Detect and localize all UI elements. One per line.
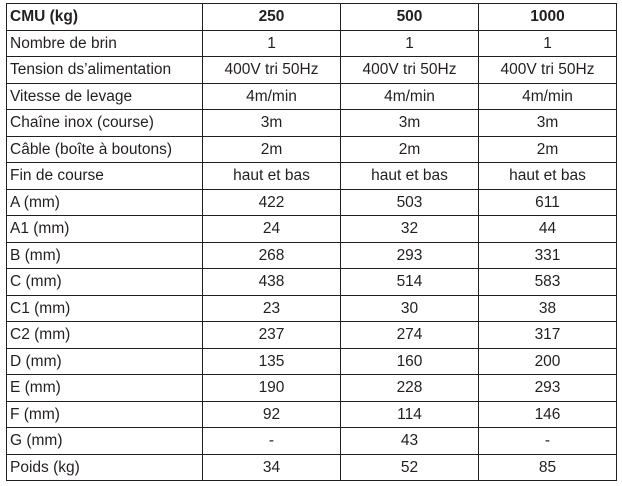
cell-value: 34 (203, 454, 341, 481)
header-cell-500: 500 (341, 4, 479, 31)
cell-value: 1 (479, 30, 617, 57)
cell-value: haut et bas (341, 163, 479, 190)
cell-value: 237 (203, 322, 341, 349)
cell-value: 3m (479, 110, 617, 137)
row-label: E (mm) (7, 375, 203, 402)
table-header-row (7, 4, 617, 31)
cell-value: 114 (341, 401, 479, 428)
row-label: A1 (mm) (7, 216, 203, 243)
specifications-table (6, 3, 617, 481)
cell-value: 293 (341, 242, 479, 269)
table-row (7, 269, 617, 296)
cell-value: 2m (203, 136, 341, 163)
cell-value: 400V tri 50Hz (203, 57, 341, 84)
row-label: Câble (boîte à boutons) (7, 136, 203, 163)
cell-value: 4m/min (341, 83, 479, 110)
table-row (7, 136, 617, 163)
table-row (7, 110, 617, 137)
cell-value: - (479, 428, 617, 455)
table-row (7, 295, 617, 322)
cell-value: 146 (479, 401, 617, 428)
table-row (7, 163, 617, 190)
table-row (7, 30, 617, 57)
row-label: Vitesse de levage (7, 83, 203, 110)
table-row (7, 428, 617, 455)
row-label: Poids (kg) (7, 454, 203, 481)
header-cell-1000: 1000 (479, 4, 617, 31)
cell-value: 268 (203, 242, 341, 269)
table-body (7, 30, 617, 481)
cell-value: 200 (479, 348, 617, 375)
row-label: F (mm) (7, 401, 203, 428)
row-label: C (mm) (7, 269, 203, 296)
row-label: D (mm) (7, 348, 203, 375)
row-label: Fin de course (7, 163, 203, 190)
cell-value: 85 (479, 454, 617, 481)
cell-value: 400V tri 50Hz (479, 57, 617, 84)
cell-value: 38 (479, 295, 617, 322)
row-label: Nombre de brin (7, 30, 203, 57)
cell-value: 3m (203, 110, 341, 137)
cell-value: 2m (341, 136, 479, 163)
cell-value: 43 (341, 428, 479, 455)
cell-value: haut et bas (203, 163, 341, 190)
cell-value: 32 (341, 216, 479, 243)
table-row (7, 401, 617, 428)
cell-value: 422 (203, 189, 341, 216)
table-row (7, 375, 617, 402)
row-label: G (mm) (7, 428, 203, 455)
row-label: A (mm) (7, 189, 203, 216)
cell-value: 317 (479, 322, 617, 349)
cell-value: 400V tri 50Hz (341, 57, 479, 84)
cell-value: 135 (203, 348, 341, 375)
row-label: C1 (mm) (7, 295, 203, 322)
row-label: C2 (mm) (7, 322, 203, 349)
cell-value: 30 (341, 295, 479, 322)
table-row (7, 83, 617, 110)
cell-value: - (203, 428, 341, 455)
cell-value: 503 (341, 189, 479, 216)
cell-value: 3m (341, 110, 479, 137)
cell-value: 1 (203, 30, 341, 57)
cell-value: 23 (203, 295, 341, 322)
header-cell-cmu: CMU (kg) (7, 4, 203, 31)
cell-value: 160 (341, 348, 479, 375)
table-row (7, 57, 617, 84)
row-label: Chaîne inox (course) (7, 110, 203, 137)
cell-value: 24 (203, 216, 341, 243)
cell-value: 44 (479, 216, 617, 243)
row-label: B (mm) (7, 242, 203, 269)
row-label: Tension ds’alimentation (7, 57, 203, 84)
cell-value: 228 (341, 375, 479, 402)
cell-value: 438 (203, 269, 341, 296)
cell-value: haut et bas (479, 163, 617, 190)
cell-value: 293 (479, 375, 617, 402)
cell-value: 331 (479, 242, 617, 269)
cell-value: 52 (341, 454, 479, 481)
cell-value: 611 (479, 189, 617, 216)
table-row (7, 454, 617, 481)
cell-value: 514 (341, 269, 479, 296)
cell-value: 190 (203, 375, 341, 402)
table-row (7, 216, 617, 243)
cell-value: 4m/min (479, 83, 617, 110)
header-cell-250: 250 (203, 4, 341, 31)
cell-value: 1 (341, 30, 479, 57)
cell-value: 2m (479, 136, 617, 163)
table-row (7, 189, 617, 216)
table-row (7, 322, 617, 349)
cell-value: 274 (341, 322, 479, 349)
cell-value: 92 (203, 401, 341, 428)
table-row (7, 242, 617, 269)
cell-value: 4m/min (203, 83, 341, 110)
table-row (7, 348, 617, 375)
cell-value: 583 (479, 269, 617, 296)
